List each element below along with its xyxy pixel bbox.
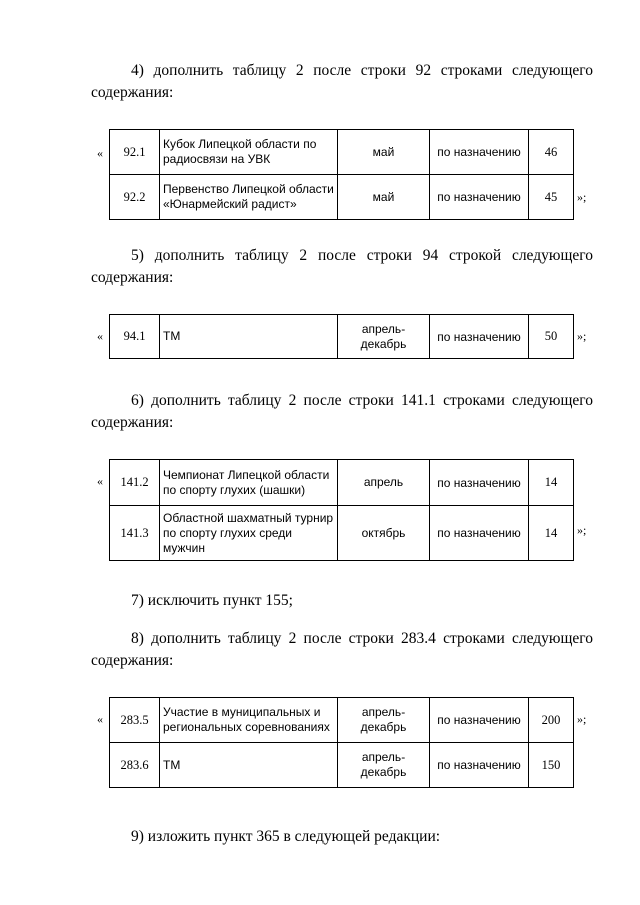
paragraph-5-line2: содержания: [91, 269, 174, 286]
paragraph-6 [91, 390, 593, 434]
event-name: Областной шахматный турнир по спорту глухих среди мужчин [160, 506, 338, 561]
event-quantity: 14 [529, 506, 574, 561]
paragraph-8 [91, 628, 593, 672]
close-quote-mark: »; [577, 190, 587, 204]
event-period: апрель- декабрь [338, 743, 430, 788]
table-row [110, 506, 574, 561]
event-name: ТМ [160, 743, 338, 788]
row-number: 141.2 [110, 460, 160, 506]
open-quote-mark: « [97, 712, 103, 726]
paragraph-5-line1: 5) дополнить таблицу 2 после строки 94 строкой следующего [131, 247, 593, 264]
open-quote-mark: « [97, 146, 103, 160]
table-row [110, 315, 574, 359]
event-period: октябрь [338, 506, 430, 561]
event-name: Чемпионат Липецкой области по спорту глухих (шашки) [160, 460, 338, 506]
event-period: май [338, 130, 430, 175]
event-assignment: по назначению [430, 506, 529, 561]
paragraph-5 [91, 245, 593, 289]
event-name: ТМ [160, 315, 338, 359]
row-number: 92.1 [110, 130, 160, 175]
event-name: Первенство Липецкой области «Юнармейский радист» [160, 175, 338, 220]
table-rows-92 [109, 129, 574, 220]
row-number: 283.6 [110, 743, 160, 788]
table-rows-94 [109, 314, 574, 359]
paragraph-6-line1: 6) дополнить таблицу 2 после строки 141.1 строками следующего [131, 392, 593, 409]
table-rows-283 [109, 697, 574, 788]
event-period: май [338, 175, 430, 220]
paragraph-7: 7) исключить пункт 155; [131, 592, 293, 609]
paragraph-4-line2: содержания: [91, 84, 174, 101]
event-period: апрель- декабрь [338, 698, 430, 743]
table-rows-141 [109, 459, 574, 561]
table-row [110, 698, 574, 743]
event-assignment: по назначению [430, 698, 529, 743]
table-row [110, 130, 574, 175]
event-quantity: 50 [529, 315, 574, 359]
event-quantity: 200 [529, 698, 574, 743]
row-number: 92.2 [110, 175, 160, 220]
table-row [110, 175, 574, 220]
event-assignment: по назначению [430, 175, 529, 220]
paragraph-9: 9) изложить пункт 365 в следующей редакции: [131, 828, 441, 845]
event-assignment: по назначению [430, 743, 529, 788]
open-quote-mark: « [97, 474, 103, 488]
paragraph-8-line2: содержания: [91, 652, 174, 669]
row-number: 94.1 [110, 315, 160, 359]
event-quantity: 45 [529, 175, 574, 220]
event-period: апрель [338, 460, 430, 506]
paragraph-4-line1: 4) дополнить таблицу 2 после строки 92 строками следующего [131, 62, 593, 79]
event-quantity: 150 [529, 743, 574, 788]
row-number: 141.3 [110, 506, 160, 561]
event-assignment: по назначению [430, 460, 529, 506]
event-quantity: 14 [529, 460, 574, 506]
event-name: Участие в муниципальных и региональных соревнованиях [160, 698, 338, 743]
event-name: Кубок Липецкой области по радиосвязи на УВК [160, 130, 338, 175]
close-quote-mark: »; [577, 523, 587, 537]
table-row [110, 743, 574, 788]
paragraph-8-line1: 8) дополнить таблицу 2 после строки 283.4 строками следующего [131, 630, 593, 647]
row-number: 283.5 [110, 698, 160, 743]
event-period: апрель- декабрь [338, 315, 430, 359]
open-quote-mark: « [97, 329, 103, 343]
paragraph-4 [91, 60, 593, 104]
table-row [110, 460, 574, 506]
event-assignment: по назначению [430, 130, 529, 175]
event-quantity: 46 [529, 130, 574, 175]
close-quote-mark: »; [577, 712, 587, 726]
event-assignment: по назначению [430, 315, 529, 359]
close-quote-mark: »; [577, 329, 587, 343]
paragraph-6-line2: содержания: [91, 414, 174, 431]
